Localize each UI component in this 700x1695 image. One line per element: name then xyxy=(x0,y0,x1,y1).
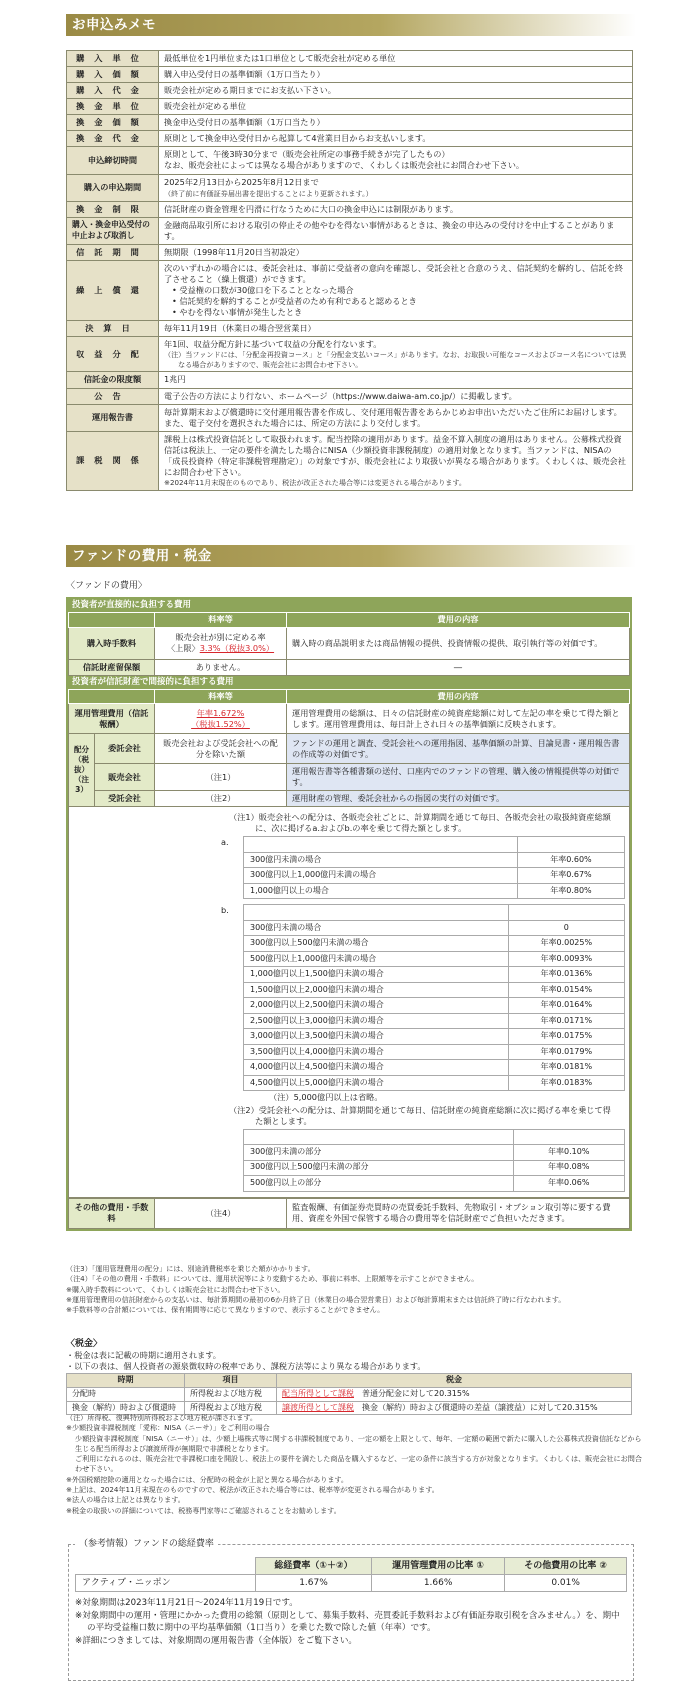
fee-breakdown xyxy=(68,807,630,1197)
memo-value: 販売会社が定める期日までにお支払い下さい。 xyxy=(159,83,633,99)
memo-title: お申込みメモ xyxy=(66,14,636,36)
tax-table: 時期 項目 税金 分配時 所得税および地方税 配当所得として課税 普通分配金に対して20.315% 換金（解約）時および償還時 所得税および地方税 譲渡所得として課税 換金（解約）時および償還時の差益（譲渡益）に対して20.315% xyxy=(66,1373,632,1415)
rate-row: 1,000億円以上の場合 年率0.80% xyxy=(244,883,625,899)
rate-row: 2,500億円以上3,000億円未満の場合 年率0.0171% xyxy=(244,1013,625,1029)
memo-key: 購入の申込期間 xyxy=(67,174,159,201)
rate-row: 4,500億円以上5,000億円未満の場合 年率0.0183% xyxy=(244,1075,625,1091)
memo-value: 毎年11月19日（休業日の場合翌営業日） xyxy=(159,321,633,337)
memo-value: 1兆円 xyxy=(159,372,633,388)
memo-key: 信託期間 xyxy=(67,244,159,260)
ter-box xyxy=(68,1539,634,1681)
memo-value: 原則として換金申込受付日から起算して4営業日目からお支払いします。 xyxy=(159,131,633,147)
rate-row: 300億円以上1,000億円未満の場合 年率0.67% xyxy=(244,868,625,884)
other-fee-rate: （注4） xyxy=(155,1198,287,1228)
memo-key: 購入単位 xyxy=(67,51,159,67)
memo-key: 決算日 xyxy=(67,321,159,337)
rate-row: 300億円未満の部分 年率0.10% xyxy=(244,1145,625,1161)
rate-row: 1,500億円以上2,000億円未満の場合 年率0.0154% xyxy=(244,982,625,998)
memo-value: 信託財産の資金管理を円滑に行なうために大口の換金申込には制限があります。 xyxy=(159,201,633,217)
memo-key: 信託金の限度額 xyxy=(67,372,159,388)
itaku-label: 委託会社 xyxy=(95,734,155,764)
indirect-header: 投資者が信託財産で間接的に負担する費用 xyxy=(68,676,630,689)
tax-title: 〈税金〉 xyxy=(66,1339,103,1349)
rate-row: 3,500億円以上4,000億円未満の場合 年率0.0179% xyxy=(244,1044,625,1060)
table-c: 信託財産の純資産総額 率 300億円未満の部分 年率0.10% 300億円以上500億円未満の部分 年率0.08% 500億円以上の部分 年率0.06% xyxy=(243,1129,625,1192)
haibun-label: 配分（税抜）（注3） xyxy=(69,734,95,807)
fees-block xyxy=(66,597,632,1231)
memo-key: 購入代金 xyxy=(67,83,159,99)
buy-fee-rate: 販売会社が別に定める率 〈上限〉3.3%（税抜3.0%） xyxy=(155,627,287,659)
memo-key: 購入価額 xyxy=(67,67,159,83)
itaku-desc: ファンドの運用と調査、受託会社への運用指図、基準価額の計算、目論見書・運用報告書の作成等の対価です。 xyxy=(287,734,630,764)
memo-value: 2025年2月13日から2025年8月12日まで （終了前に有価証券届出書を提出することにより更新されます。） xyxy=(159,174,633,201)
memo-key: 課税関係 xyxy=(67,431,159,490)
memo-value: 毎計算期末および償還時に交付運用報告書を作成し、交付運用報告書をあらかじめお申出いただいたご住所にお届けします。 また、電子交付を選択された場合には、所定の方法により交付します。 xyxy=(159,404,633,431)
fee-notes: （注3）「運用管理費用の配分」には、別途消費税率を乗じた額がかかります。 （注4）「その他の費用・手数料」については、運用状況等により変動するため、事前に料率、上限額等を示すことができません。 ※購入時手数料について、くわしくは販売会社にお問合わせ下さい。 ※運用管理費用の信託財産からの支払いは、毎計算期間の最初の6か月終了日（休業日の場合翌営業日）および毎計算期末または信託終了時に行なわれます。 ※手数料等の合計額については、保有期間等に応じて異なりますので、表示することができません。 xyxy=(66,1264,566,1315)
jutaku-desc: 運用財産の管理、委託会社からの指図の実行の対価です。 xyxy=(287,791,630,807)
table-b: 信託財産の純資産総額 率 300億円未満の場合 0 300億円以上500億円未満の場合 年率0.0025% 500億円以上1,000億円未満の場合 年率0.0093% 1,000億円以上1,500億円未満の場合 年率0.0136% 1,500億円以上2,000億円未満の場合 年率0.0154% 2,000億円以上2,500億円未満の場合 年率0.0164% 2,500億円以上3,000億円未満の場合 年率0.0171% 3,000億円以上3,500億円未満の場合 年率0.0175% 3,500億円以上4,000億円未満の場合 年率0.0179% 4,000億円以上4,500億円未満の場合 年率0.0181% 4,500億円以上5,000億円未満の場合 年率0.0183% xyxy=(243,904,625,1091)
tax-row-1-period: 分配時 xyxy=(67,1387,185,1401)
other-fee-label: その他の費用・手数料 xyxy=(69,1198,155,1228)
mgmt-fee-desc: 運用管理費用の総額は、日々の信託財産の純資産総額に対して左記の率を乗じて得た額とします。運用管理費用は、毎日計上され日々の基準価額に反映されます。 xyxy=(287,704,630,734)
tax-notes: （注）所得税、復興特別所得税および地方税が課されます。 ※少額投資非課税制度「愛称：NISA（ニーサ）」をご利用の場合 少額投資非課税制度「NISA（ニーサ）」は、少額上場株式等に関する非課税制度であり、一定の額を上限として、毎年、一定額の範囲で新たに購入した公募株式投資信託などから生じる配当所得および譲渡所得が無期限で非課税となります。 ご利用になれるのは、販売会社で非課税口座を開設し、税法上の要件を満たした商品を購入するなど、一定の条件に該当する方が対象となります。くわしくは、販売会社にお問合わせ下さい。 ※外国税額控除の適用となった場合には、分配時の税金が上記と異なる場合があります。 ※上記は、2024年11月末現在のものですので、税法が改正された場合等には、税率等が変更される場合があります。 ※法人の場合は上記とは異なります。 ※税金の取扱いの詳細については、税務専門家等にご確認されることをお勧めします。 xyxy=(66,1413,642,1515)
col-rate: 料率等 xyxy=(155,613,287,627)
jutaku-rate: （注2） xyxy=(155,791,287,807)
memo-table xyxy=(66,50,633,491)
memo-value: 課税上は株式投資信託として取扱われます。配当控除の適用があります。益金不算入制度の適用はありません。公募株式投資信託は税法上、一定の要件を満たした場合にNISA（少額投資非課税制度）の適用対象となります。当ファンドは、NISAの「成長投資枠（特定非課税管理勘定）」の対象ですが、販売会社により取扱いが異なる場合があります。くわしくは、販売会社にお問合わせ下さい。 ※2024年11月末現在のものであり、税法が改正された場合等には変更される場合があります。 xyxy=(159,431,633,490)
memo-key: 換金制限 xyxy=(67,201,159,217)
memo-value: 販売会社が定める単位 xyxy=(159,99,633,115)
memo-value: 次のいずれかの場合には、委託会社は、事前に受益者の意向を確認し、受託会社と合意のうえ、信託契約を解約し、信託を終了させること（繰上償還）ができます。 • 受益権の口数が30億口を下ることとなった場合 • 信託契約を解約することが受益者のため有利であると認めるとき • やむを得ない事情が発生したとき xyxy=(159,260,633,320)
memo-key: 換金単位 xyxy=(67,99,159,115)
hanbai-desc: 運用報告書等各種書類の送付、口座内でのファンドの管理、購入後の情報提供等の対価です。 xyxy=(287,764,630,791)
memo-value: 購入申込受付日の基準価額（1万口当たり） xyxy=(159,67,633,83)
memo-key: 収益分配 xyxy=(67,337,159,372)
rate-row: 300億円未満の場合 0 xyxy=(244,920,625,936)
mark-b: b. xyxy=(221,905,229,916)
rate-row: 300億円以上500億円未満の部分 年率0.08% xyxy=(244,1160,625,1176)
col-desc: 費用の内容 xyxy=(287,613,630,627)
rate-row: 2,000億円以上2,500億円未満の場合 年率0.0164% xyxy=(244,998,625,1014)
memo-value: 電子公告の方法により行ない、ホームページ（https://www.daiwa-am.co.jp/）に掲載します。 xyxy=(159,388,633,404)
col-rate-2: 料率等 xyxy=(155,690,287,704)
memo-key: 公告 xyxy=(67,388,159,404)
buy-fee-desc: 購入時の商品説明または商品情報の提供、投資情報の提供、取引執行等の対価です。 xyxy=(287,627,630,659)
hanbai-label: 販売会社 xyxy=(95,764,155,791)
memo-key: 運用報告書 xyxy=(67,404,159,431)
rate-row: 1,000億円以上1,500億円未満の場合 年率0.0136% xyxy=(244,967,625,983)
note-2: （注2）受託会社への配分は、計算期間を通じて毎日、信託財産の純資産総額に次に掲げる率を乗じて得た額とします。 xyxy=(229,1104,611,1126)
buy-fee-label: 購入時手数料 xyxy=(69,627,155,659)
note-1: （注1）販売会社への配分は、各販売会社ごとに、計算期間を通じて毎日、各販売会社の取扱純資産総額に、次に掲げるa.およびb.の率を乗じて得た額とします。 xyxy=(229,812,611,834)
memo-key: 購入・換金申込受付の中止および取消し xyxy=(67,217,159,244)
fees-title: ファンドの費用・税金 xyxy=(66,545,636,567)
memo-key: 換金価額 xyxy=(67,115,159,131)
rate-row: 4,000億円以上4,500億円未満の場合 年率0.0181% xyxy=(244,1060,625,1076)
rate-row: 300億円以上500億円未満の場合 年率0.0025% xyxy=(244,936,625,952)
memo-value: 金融商品取引所における取引の停止その他やむを得ない事情があるときは、換金の申込みの受付けを中止することがあります。 xyxy=(159,217,633,244)
memo-key: 換金代金 xyxy=(67,131,159,147)
memo-key: 繰上償還 xyxy=(67,260,159,320)
fees-subtitle: 〈ファンドの費用〉 xyxy=(66,581,147,591)
reserve-rate: ありません。 xyxy=(155,659,287,675)
col-desc-2: 費用の内容 xyxy=(287,690,630,704)
rate-row: 500億円以上の部分 年率0.06% xyxy=(244,1176,625,1192)
b-note: （注）5,000億円以上は省略。 xyxy=(269,1092,383,1103)
rate-row: 500億円以上1,000億円未満の場合 年率0.0093% xyxy=(244,951,625,967)
mark-a: a. xyxy=(221,837,229,848)
reserve-desc: ― xyxy=(287,659,630,675)
itaku-rate: 販売会社および受託会社への配分を除いた額 xyxy=(155,734,287,764)
table-a: 各販売会社の取扱純資産総額 率 300億円未満の場合 年率0.60% 300億円以上1,000億円未満の場合 年率0.67% 1,000億円以上の場合 年率0.80% xyxy=(243,836,625,899)
direct-header: 投資者が直接的に負担する費用 xyxy=(68,599,630,612)
memo-value: 無期限（1998年11月20日当初設定） xyxy=(159,244,633,260)
hanbai-rate: （注1） xyxy=(155,764,287,791)
mgmt-fee-rate: 年率1.672% （税抜1.52%） xyxy=(155,704,287,734)
memo-value: 換金申込受付日の基準価額（1万口当たり） xyxy=(159,115,633,131)
mgmt-fee-label: 運用管理費用（信託報酬） xyxy=(69,704,155,734)
ter-title: （参考情報）ファンドの総経費率 xyxy=(75,1538,218,1550)
reserve-label: 信託財産留保額 xyxy=(69,659,155,675)
memo-value: 最低単位を1円単位または1口単位として販売会社が定める単位 xyxy=(159,51,633,67)
tax-bullets: ・税金は表に記載の時期に適用されます。 ・以下の表は、個人投資者の源泉徴収時の税率であり、課税方法等により異なる場合があります。 xyxy=(66,1350,426,1372)
memo-value: 原則として、午後3時30分まで（販売会社所定の事務手続きが完了したもの） なお、販売会社によっては異なる場合がありますので、くわしくは販売会社にお問合わせ下さい。 xyxy=(159,147,633,174)
rate-row: 300億円未満の場合 年率0.60% xyxy=(244,852,625,868)
memo-key: 申込締切時間 xyxy=(67,147,159,174)
jutaku-label: 受託会社 xyxy=(95,791,155,807)
other-fee-desc: 監査報酬、有価証券売買時の売買委託手数料、先物取引・オプション取引等に要する費用、資産を外国で保管する場合の費用等を信託財産でご負担いただきます。 xyxy=(287,1198,630,1228)
memo-value: 年1回、収益分配方針に基づいて収益の分配を行ないます。 （注）当ファンドには、「分配金再投資コース」と「分配金支払いコース」があります。なお、お取扱い可能なコースおよびコース名については異なる場合がありますので、販売会社にお問合わせ下さい。 xyxy=(159,337,633,372)
ter-notes: ※対象期間は2023年11月21日～2024年11月19日です。 ※対象期間中の運用・管理にかかった費用の総額（原則として、募集手数料、売買委託手数料および有価証券取引税を含みません。）を、期中の平均受益権口数に期中の平均基準価額（1口当り）を乗じた数で除した値（年率）です。 ※詳細につきましては、対象期間の運用報告書（全体版）をご覧下さい。 xyxy=(75,1598,620,1646)
ter-table: 総経費率（①＋②） 運用管理費用の比率 ① その他費用の比率 ② アクティブ・ニッポン 1.67% 1.66% 0.01% xyxy=(75,1557,627,1592)
rate-row: 3,000億円以上3,500億円未満の場合 年率0.0175% xyxy=(244,1029,625,1045)
tax-row-2-period: 換金（解約）時および償還時 xyxy=(67,1401,185,1415)
